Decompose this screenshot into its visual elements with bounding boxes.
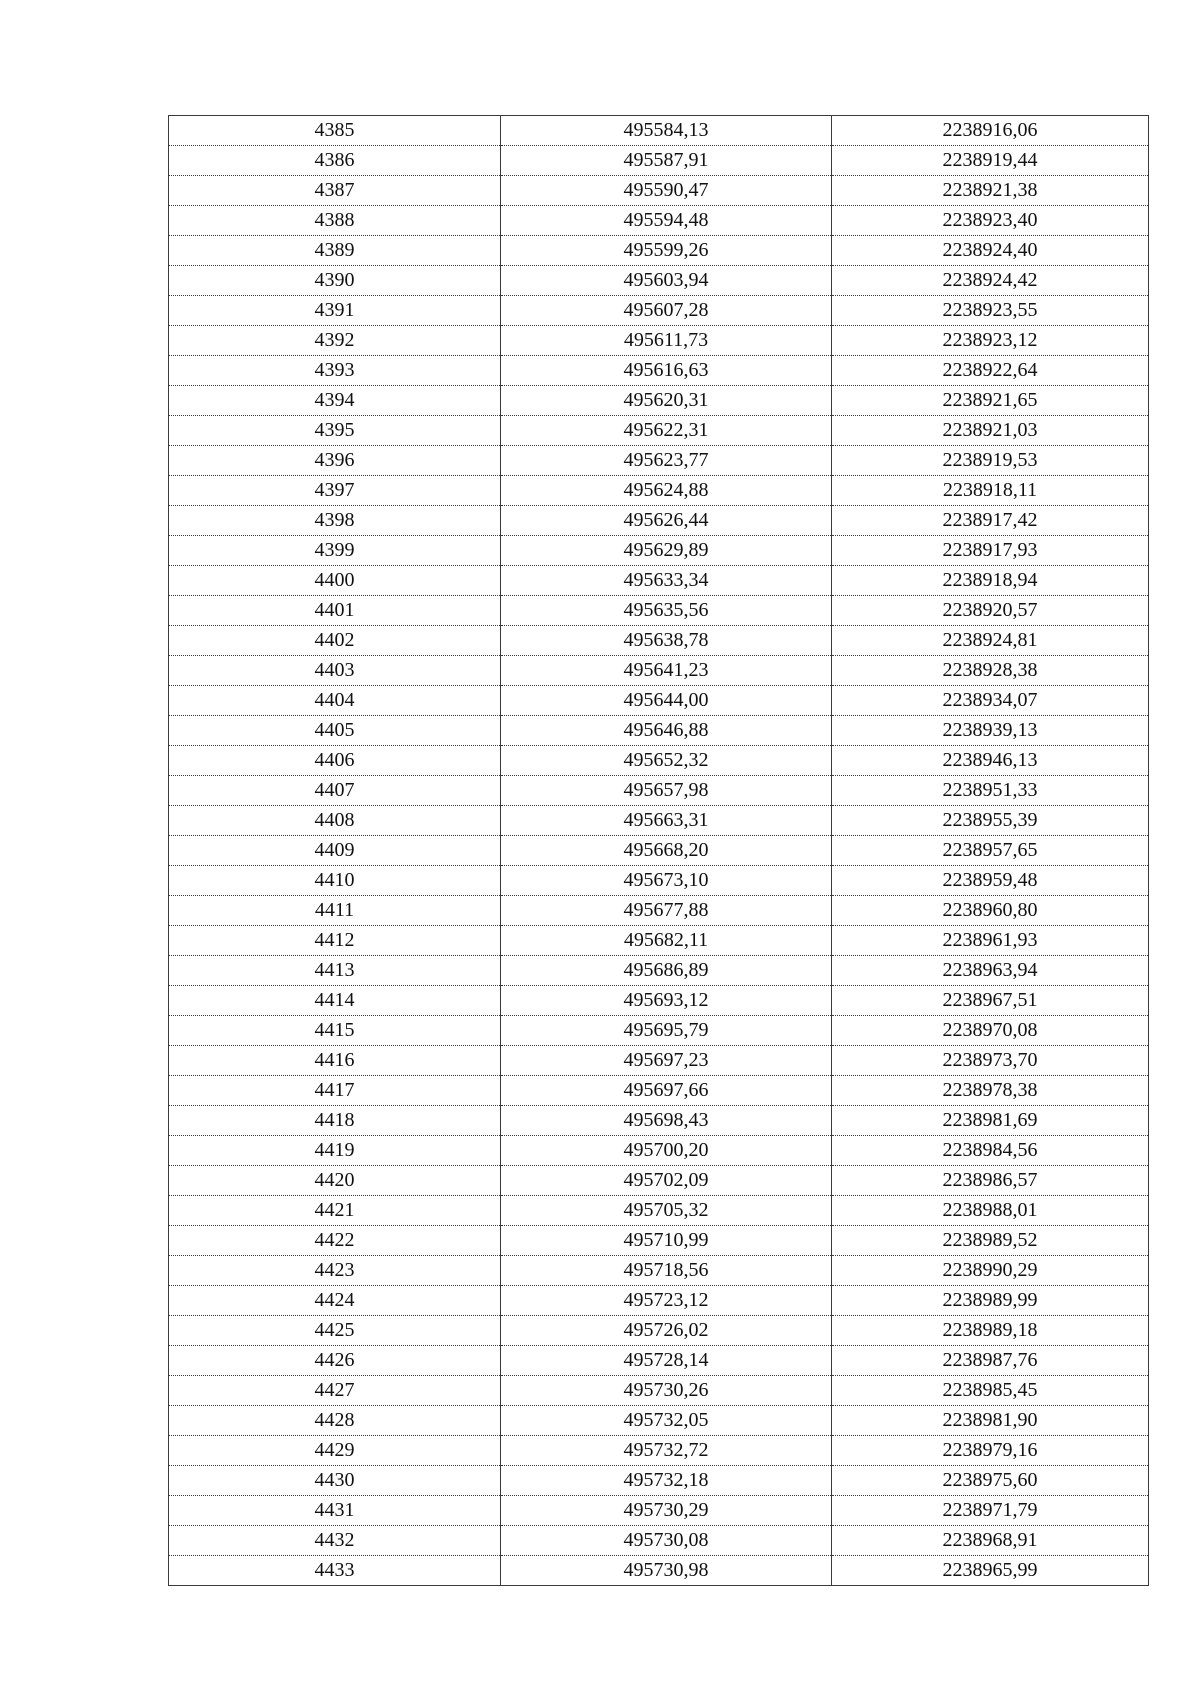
x-coordinate-cell: 495697,23: [501, 1046, 832, 1076]
point-number-cell: 4426: [169, 1346, 501, 1376]
table-row: [169, 716, 1149, 746]
y-coordinate-cell: 2238920,57: [832, 596, 1149, 626]
table-row: [169, 266, 1149, 296]
point-number-cell: 4395: [169, 416, 501, 446]
point-number-cell: 4403: [169, 656, 501, 686]
table-row: [169, 296, 1149, 326]
table-row: [169, 1526, 1149, 1556]
point-number-cell: 4422: [169, 1226, 501, 1256]
x-coordinate-cell: 495644,00: [501, 686, 832, 716]
x-coordinate-cell: 495732,72: [501, 1436, 832, 1466]
x-coordinate-cell: 495695,79: [501, 1016, 832, 1046]
point-number-cell: 4386: [169, 146, 501, 176]
table-row: [169, 866, 1149, 896]
y-coordinate-cell: 2238928,38: [832, 656, 1149, 686]
point-number-cell: 4428: [169, 1406, 501, 1436]
point-number-cell: 4399: [169, 536, 501, 566]
x-coordinate-cell: 495599,26: [501, 236, 832, 266]
x-coordinate-cell: 495646,88: [501, 716, 832, 746]
table-row: [169, 776, 1149, 806]
x-coordinate-cell: 495607,28: [501, 296, 832, 326]
x-coordinate-cell: 495611,73: [501, 326, 832, 356]
y-coordinate-cell: 2238924,40: [832, 236, 1149, 266]
coordinates-table-body: [169, 116, 1149, 1586]
point-number-cell: 4390: [169, 266, 501, 296]
y-coordinate-cell: 2238922,64: [832, 356, 1149, 386]
point-number-cell: 4387: [169, 176, 501, 206]
point-number-cell: 4388: [169, 206, 501, 236]
y-coordinate-cell: 2238939,13: [832, 716, 1149, 746]
x-coordinate-cell: 495673,10: [501, 866, 832, 896]
table-row: [169, 446, 1149, 476]
x-coordinate-cell: 495584,13: [501, 116, 832, 146]
point-number-cell: 4433: [169, 1556, 501, 1586]
table-row: [169, 1226, 1149, 1256]
point-number-cell: 4432: [169, 1526, 501, 1556]
x-coordinate-cell: 495726,02: [501, 1316, 832, 1346]
y-coordinate-cell: 2238923,55: [832, 296, 1149, 326]
y-coordinate-cell: 2238946,13: [832, 746, 1149, 776]
y-coordinate-cell: 2238967,51: [832, 986, 1149, 1016]
point-number-cell: 4393: [169, 356, 501, 386]
x-coordinate-cell: 495730,08: [501, 1526, 832, 1556]
y-coordinate-cell: 2238918,11: [832, 476, 1149, 506]
y-coordinate-cell: 2238917,42: [832, 506, 1149, 536]
y-coordinate-cell: 2238968,91: [832, 1526, 1149, 1556]
point-number-cell: 4404: [169, 686, 501, 716]
table-row: [169, 986, 1149, 1016]
x-coordinate-cell: 495730,26: [501, 1376, 832, 1406]
x-coordinate-cell: 495638,78: [501, 626, 832, 656]
table-row: [169, 1046, 1149, 1076]
point-number-cell: 4417: [169, 1076, 501, 1106]
table-row: [169, 656, 1149, 686]
point-number-cell: 4425: [169, 1316, 501, 1346]
table-row: [169, 1256, 1149, 1286]
table-row: [169, 1556, 1149, 1586]
table-row: [169, 176, 1149, 206]
y-coordinate-cell: 2238923,12: [832, 326, 1149, 356]
table-row: [169, 206, 1149, 236]
point-number-cell: 4409: [169, 836, 501, 866]
x-coordinate-cell: 495698,43: [501, 1106, 832, 1136]
x-coordinate-cell: 495623,77: [501, 446, 832, 476]
table-row: [169, 836, 1149, 866]
x-coordinate-cell: 495730,29: [501, 1496, 832, 1526]
y-coordinate-cell: 2238924,42: [832, 266, 1149, 296]
x-coordinate-cell: 495629,89: [501, 536, 832, 566]
y-coordinate-cell: 2238986,57: [832, 1166, 1149, 1196]
point-number-cell: 4408: [169, 806, 501, 836]
y-coordinate-cell: 2238988,01: [832, 1196, 1149, 1226]
y-coordinate-cell: 2238990,29: [832, 1256, 1149, 1286]
point-number-cell: 4412: [169, 926, 501, 956]
point-number-cell: 4416: [169, 1046, 501, 1076]
x-coordinate-cell: 495728,14: [501, 1346, 832, 1376]
x-coordinate-cell: 495620,31: [501, 386, 832, 416]
x-coordinate-cell: 495697,66: [501, 1076, 832, 1106]
y-coordinate-cell: 2238970,08: [832, 1016, 1149, 1046]
table-row: [169, 1466, 1149, 1496]
point-number-cell: 4421: [169, 1196, 501, 1226]
y-coordinate-cell: 2238919,44: [832, 146, 1149, 176]
x-coordinate-cell: 495732,05: [501, 1406, 832, 1436]
table-row: [169, 926, 1149, 956]
point-number-cell: 4427: [169, 1376, 501, 1406]
table-row: [169, 1076, 1149, 1106]
x-coordinate-cell: 495657,98: [501, 776, 832, 806]
x-coordinate-cell: 495686,89: [501, 956, 832, 986]
x-coordinate-cell: 495641,23: [501, 656, 832, 686]
point-number-cell: 4413: [169, 956, 501, 986]
y-coordinate-cell: 2238921,03: [832, 416, 1149, 446]
table-row: [169, 1496, 1149, 1526]
x-coordinate-cell: 495723,12: [501, 1286, 832, 1316]
y-coordinate-cell: 2238917,93: [832, 536, 1149, 566]
y-coordinate-cell: 2238989,18: [832, 1316, 1149, 1346]
x-coordinate-cell: 495677,88: [501, 896, 832, 926]
y-coordinate-cell: 2238984,56: [832, 1136, 1149, 1166]
point-number-cell: 4397: [169, 476, 501, 506]
table-row: [169, 476, 1149, 506]
y-coordinate-cell: 2238957,65: [832, 836, 1149, 866]
point-number-cell: 4414: [169, 986, 501, 1016]
point-number-cell: 4405: [169, 716, 501, 746]
point-number-cell: 4401: [169, 596, 501, 626]
point-number-cell: 4424: [169, 1286, 501, 1316]
table-row: [169, 596, 1149, 626]
table-row: [169, 1136, 1149, 1166]
y-coordinate-cell: 2238963,94: [832, 956, 1149, 986]
y-coordinate-cell: 2238981,90: [832, 1406, 1149, 1436]
table-row: [169, 1346, 1149, 1376]
y-coordinate-cell: 2238975,60: [832, 1466, 1149, 1496]
point-number-cell: 4396: [169, 446, 501, 476]
table-row: [169, 806, 1149, 836]
table-row: [169, 1286, 1149, 1316]
point-number-cell: 4406: [169, 746, 501, 776]
table-row: [169, 386, 1149, 416]
point-number-cell: 4400: [169, 566, 501, 596]
table-row: [169, 146, 1149, 176]
table-row: [169, 1106, 1149, 1136]
y-coordinate-cell: 2238921,38: [832, 176, 1149, 206]
point-number-cell: 4418: [169, 1106, 501, 1136]
y-coordinate-cell: 2238916,06: [832, 116, 1149, 146]
table-row: [169, 1166, 1149, 1196]
table-row: [169, 1016, 1149, 1046]
x-coordinate-cell: 495668,20: [501, 836, 832, 866]
y-coordinate-cell: 2238978,38: [832, 1076, 1149, 1106]
table-row: [169, 1436, 1149, 1466]
x-coordinate-cell: 495682,11: [501, 926, 832, 956]
x-coordinate-cell: 495700,20: [501, 1136, 832, 1166]
y-coordinate-cell: 2238989,52: [832, 1226, 1149, 1256]
point-number-cell: 4420: [169, 1166, 501, 1196]
y-coordinate-cell: 2238924,81: [832, 626, 1149, 656]
x-coordinate-cell: 495702,09: [501, 1166, 832, 1196]
point-number-cell: 4391: [169, 296, 501, 326]
y-coordinate-cell: 2238923,40: [832, 206, 1149, 236]
y-coordinate-cell: 2238971,79: [832, 1496, 1149, 1526]
x-coordinate-cell: 495635,56: [501, 596, 832, 626]
y-coordinate-cell: 2238973,70: [832, 1046, 1149, 1076]
point-number-cell: 4389: [169, 236, 501, 266]
x-coordinate-cell: 495718,56: [501, 1256, 832, 1286]
x-coordinate-cell: 495594,48: [501, 206, 832, 236]
x-coordinate-cell: 495633,34: [501, 566, 832, 596]
x-coordinate-cell: 495732,18: [501, 1466, 832, 1496]
x-coordinate-cell: 495730,98: [501, 1556, 832, 1586]
table-row: [169, 1196, 1149, 1226]
table-row: [169, 236, 1149, 266]
point-number-cell: 4411: [169, 896, 501, 926]
point-number-cell: 4410: [169, 866, 501, 896]
x-coordinate-cell: 495622,31: [501, 416, 832, 446]
table-row: [169, 896, 1149, 926]
table-row: [169, 1376, 1149, 1406]
x-coordinate-cell: 495603,94: [501, 266, 832, 296]
y-coordinate-cell: 2238987,76: [832, 1346, 1149, 1376]
x-coordinate-cell: 495663,31: [501, 806, 832, 836]
x-coordinate-cell: 495616,63: [501, 356, 832, 386]
table-row: [169, 566, 1149, 596]
y-coordinate-cell: 2238918,94: [832, 566, 1149, 596]
x-coordinate-cell: 495652,32: [501, 746, 832, 776]
y-coordinate-cell: 2238981,69: [832, 1106, 1149, 1136]
y-coordinate-cell: 2238921,65: [832, 386, 1149, 416]
x-coordinate-cell: 495626,44: [501, 506, 832, 536]
point-number-cell: 4385: [169, 116, 501, 146]
x-coordinate-cell: 495705,32: [501, 1196, 832, 1226]
point-number-cell: 4392: [169, 326, 501, 356]
x-coordinate-cell: 495624,88: [501, 476, 832, 506]
x-coordinate-cell: 495590,47: [501, 176, 832, 206]
y-coordinate-cell: 2238965,99: [832, 1556, 1149, 1586]
point-number-cell: 4415: [169, 1016, 501, 1046]
y-coordinate-cell: 2238979,16: [832, 1436, 1149, 1466]
table-row: [169, 116, 1149, 146]
table-row: [169, 956, 1149, 986]
table-row: [169, 686, 1149, 716]
table-row: [169, 536, 1149, 566]
point-number-cell: 4407: [169, 776, 501, 806]
point-number-cell: 4398: [169, 506, 501, 536]
y-coordinate-cell: 2238951,33: [832, 776, 1149, 806]
table-row: [169, 1406, 1149, 1436]
table-row: [169, 1316, 1149, 1346]
point-number-cell: 4402: [169, 626, 501, 656]
table-row: [169, 356, 1149, 386]
x-coordinate-cell: 495587,91: [501, 146, 832, 176]
y-coordinate-cell: 2238985,45: [832, 1376, 1149, 1406]
point-number-cell: 4429: [169, 1436, 501, 1466]
x-coordinate-cell: 495693,12: [501, 986, 832, 1016]
y-coordinate-cell: 2238955,39: [832, 806, 1149, 836]
y-coordinate-cell: 2238919,53: [832, 446, 1149, 476]
point-number-cell: 4419: [169, 1136, 501, 1166]
table-row: [169, 416, 1149, 446]
y-coordinate-cell: 2238989,99: [832, 1286, 1149, 1316]
table-row: [169, 626, 1149, 656]
table-row: [169, 746, 1149, 776]
y-coordinate-cell: 2238961,93: [832, 926, 1149, 956]
table-row: [169, 326, 1149, 356]
point-number-cell: 4430: [169, 1466, 501, 1496]
y-coordinate-cell: 2238960,80: [832, 896, 1149, 926]
point-number-cell: 4423: [169, 1256, 501, 1286]
coordinates-table: [168, 115, 1149, 1586]
y-coordinate-cell: 2238959,48: [832, 866, 1149, 896]
table-row: [169, 506, 1149, 536]
point-number-cell: 4394: [169, 386, 501, 416]
point-number-cell: 4431: [169, 1496, 501, 1526]
y-coordinate-cell: 2238934,07: [832, 686, 1149, 716]
x-coordinate-cell: 495710,99: [501, 1226, 832, 1256]
